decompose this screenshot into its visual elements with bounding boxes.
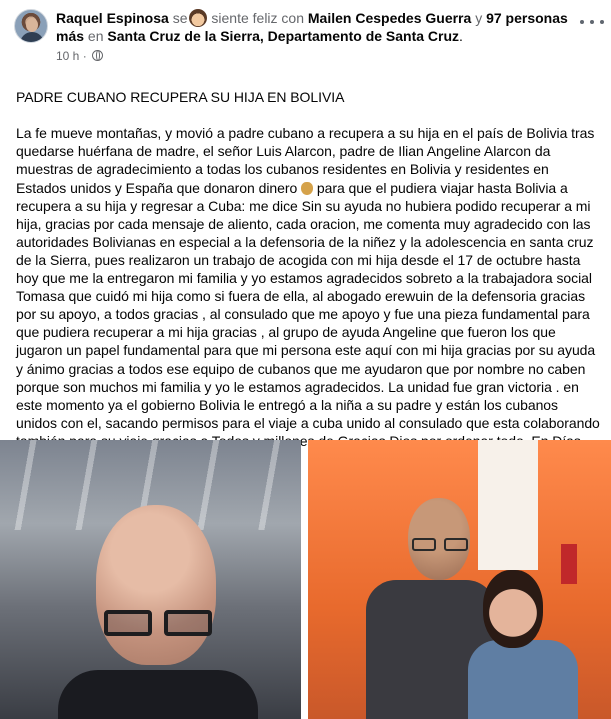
man-head <box>96 505 216 665</box>
header-se-text: se <box>172 10 188 26</box>
post-header-line <box>56 9 576 45</box>
post-meta <box>56 48 103 64</box>
wall-poster <box>561 544 577 584</box>
post-header <box>14 6 604 62</box>
man-shirt <box>58 670 258 719</box>
feeling-emoji-icon <box>189 9 207 27</box>
post-time[interactable]: 10 h <box>56 49 80 63</box>
header-period: . <box>459 28 463 44</box>
post-text <box>16 70 600 486</box>
header-en-text: en <box>87 28 104 44</box>
post-title: PADRE CUBANO RECUPERA SU HIJA EN BOLIVIA <box>16 89 345 106</box>
meta-dot: · <box>82 49 87 63</box>
post-text-part1: La fe mueve montañas, y movió a padre cubano a recupera a su hija en el país de Bolivia tras quedarse huérfana de madre, el señor Luis Alarcon, padre de Ilian Angeline Alarcon da muestras de agradecimiento a todas los cubanos residentes en Bolivia y residentes en Estados unidos y España que donaron dinero <box>16 125 595 196</box>
photo-right[interactable] <box>308 440 611 719</box>
avatar-body <box>20 32 44 43</box>
post-text-part2: para que el pudiera viajar hasta Bolivia a recupera a su hija y regresar a Cuba: me dice Sin su ayuda no hubiera podido recuperar a mi hija, gracias por cada mensaje de aliento, cada oracion, me comenta muy agradecido con las autoridades Bolivianas en especial a la defensoria de la niñez y la adolescencia en santa cruz de la Sierra, pues realizaron un trabajo de acogida con mi hija desde el 17 de octubre hasta hoy que me la entregaron mi familia y yo estamos agradecidos sobreto a la trabajadora social Tomasa que cuidó mi hija como si fuera de ella, al abogado erewuin de la defensoria gracias por su apoyo, a todos gracias , al consulado que me apoyo y fue una pieza fundamental para que pudiera recuperar a mi hija gracias , al grupo de ayuda Angeline que fueron los que jugaron un papel fundamental para que mi persona este aquí con mi hija gracias por su ayuda y ánimo gracias a todos ese equipo de cubanos que me ayudaron que por nombre no caben porque son muchos mi familia y yo le estamos agradecidos. La unidad fue gran victoria . en este momento ya el gobierno Bolivia le entregó a la niña a su padre y están los cubanos unidos con el, sacando permisos para el viaje a cuba unido al consulado que esta colaborando <box>16 179 600 431</box>
glasses-icon <box>104 610 212 636</box>
more-options-icon[interactable] <box>580 14 604 30</box>
author-avatar[interactable] <box>14 9 48 43</box>
post-photos <box>0 440 611 719</box>
author-name[interactable]: Raquel Espinosa <box>56 10 169 26</box>
location-link[interactable]: Santa Cruz de la Sierra, Departamento de Santa Cruz <box>107 28 460 44</box>
dot-icon <box>580 20 584 24</box>
post-paragraph <box>16 124 600 468</box>
dot-icon <box>590 20 594 24</box>
photo-left[interactable] <box>0 440 301 719</box>
glasses-icon <box>412 538 468 552</box>
money-bag-icon <box>301 182 313 195</box>
wall-panel <box>478 440 538 570</box>
tagged-person[interactable]: Mailen Cespedes Guerra <box>307 10 472 26</box>
girl-body <box>468 640 578 719</box>
feeling-text: siente feliz con <box>211 10 304 26</box>
header-y-text: y <box>475 10 483 26</box>
others-link[interactable]: 97 personas más <box>56 10 568 44</box>
avatar-face <box>26 18 38 32</box>
globe-icon[interactable] <box>92 50 103 61</box>
girl-head <box>483 570 543 648</box>
dot-icon <box>600 20 604 24</box>
